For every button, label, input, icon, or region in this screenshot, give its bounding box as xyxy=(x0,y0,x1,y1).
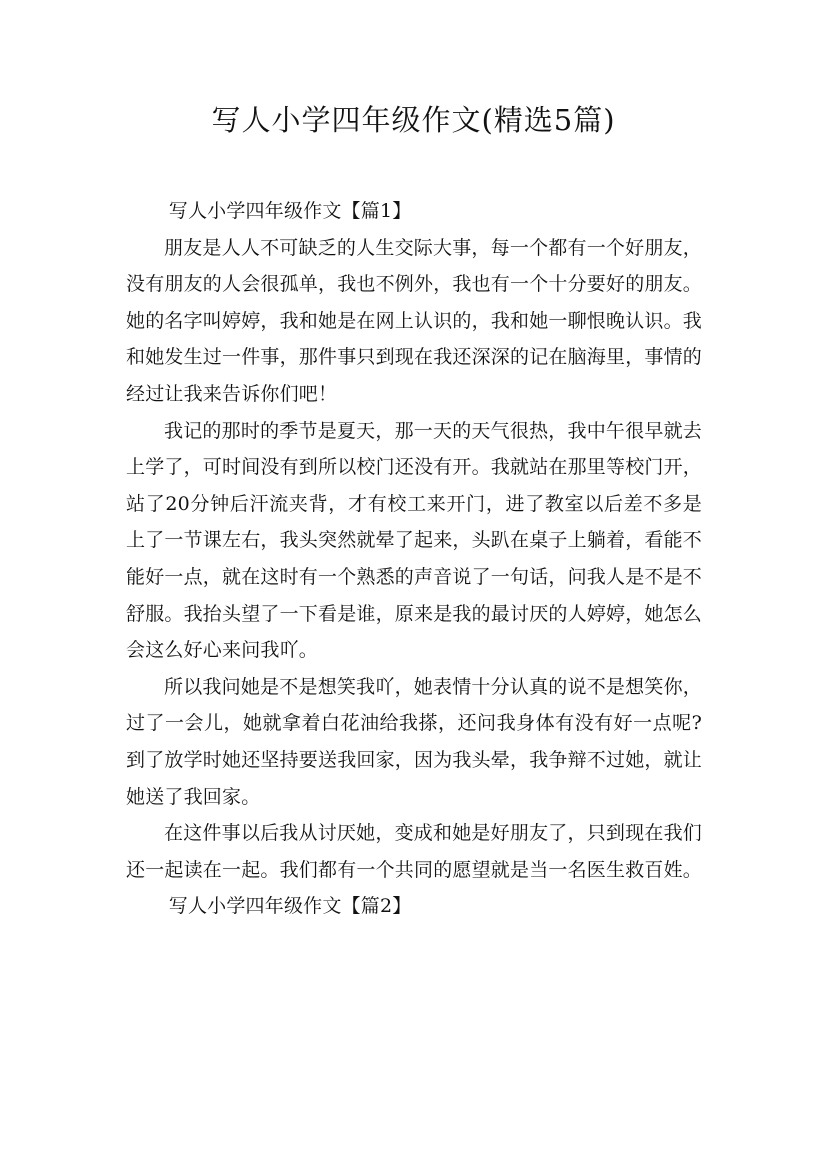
section-heading-2: 写人小学四年级作文【篇2】 xyxy=(168,895,412,918)
body-paragraph: 所以我问她是不是想笑我吖，她表情十分认真的说不是想笑你，过了一会儿，她就拿着白花油给我搽，还问我身体有没有好一点呢?到了放学时她还坚持要送我回家，因为我头晕，我争辩不过她，就让她送了我回家。 xyxy=(126,675,703,808)
body-paragraph: 朋友是人人不可缺乏的人生交际大事，每一个都有一个好朋友，没有朋友的人会很孤单，我也不例外，我也有一个十分要好的朋友。她的名字叫婷婷，我和她是在网上认识的，我和她一聊恨晚认识。我和她发生过一件事，那件事只到现在我还深深的记在脑海里，事情的经过让我来告诉你们吧！ xyxy=(126,236,703,405)
body-paragraph: 在这件事以后我从讨厌她，变成和她是好朋友了，只到现在我们还一起读在一起。我们都有一个共同的愿望就是当一名医生救百姓。 xyxy=(126,822,703,881)
section-heading-1: 写人小学四年级作文【篇1】 xyxy=(168,200,412,222)
document-body xyxy=(126,193,702,925)
document-title: 写人小学四年级作文(精选5篇) xyxy=(211,103,616,137)
body-paragraph: 我记的那时的季节是夏天，那一天的天气很热，我中午很早就去上学了，可时间没有到所以校门还没有开。我就站在那里等校门开，站了20分钟后汗流夹背，才有校工来开门，进了教室以后差不多是上了一节课左右，我头突然就晕了起来，头趴在桌子上躺着，看能不能好一点，就在这时有一个熟悉的声音说了一句话，问我人是不是不舒服。我抬头望了一下看是谁，原来是我的最讨厌的人婷婷，她怎么会这么好心来问我吖。 xyxy=(126,419,703,662)
